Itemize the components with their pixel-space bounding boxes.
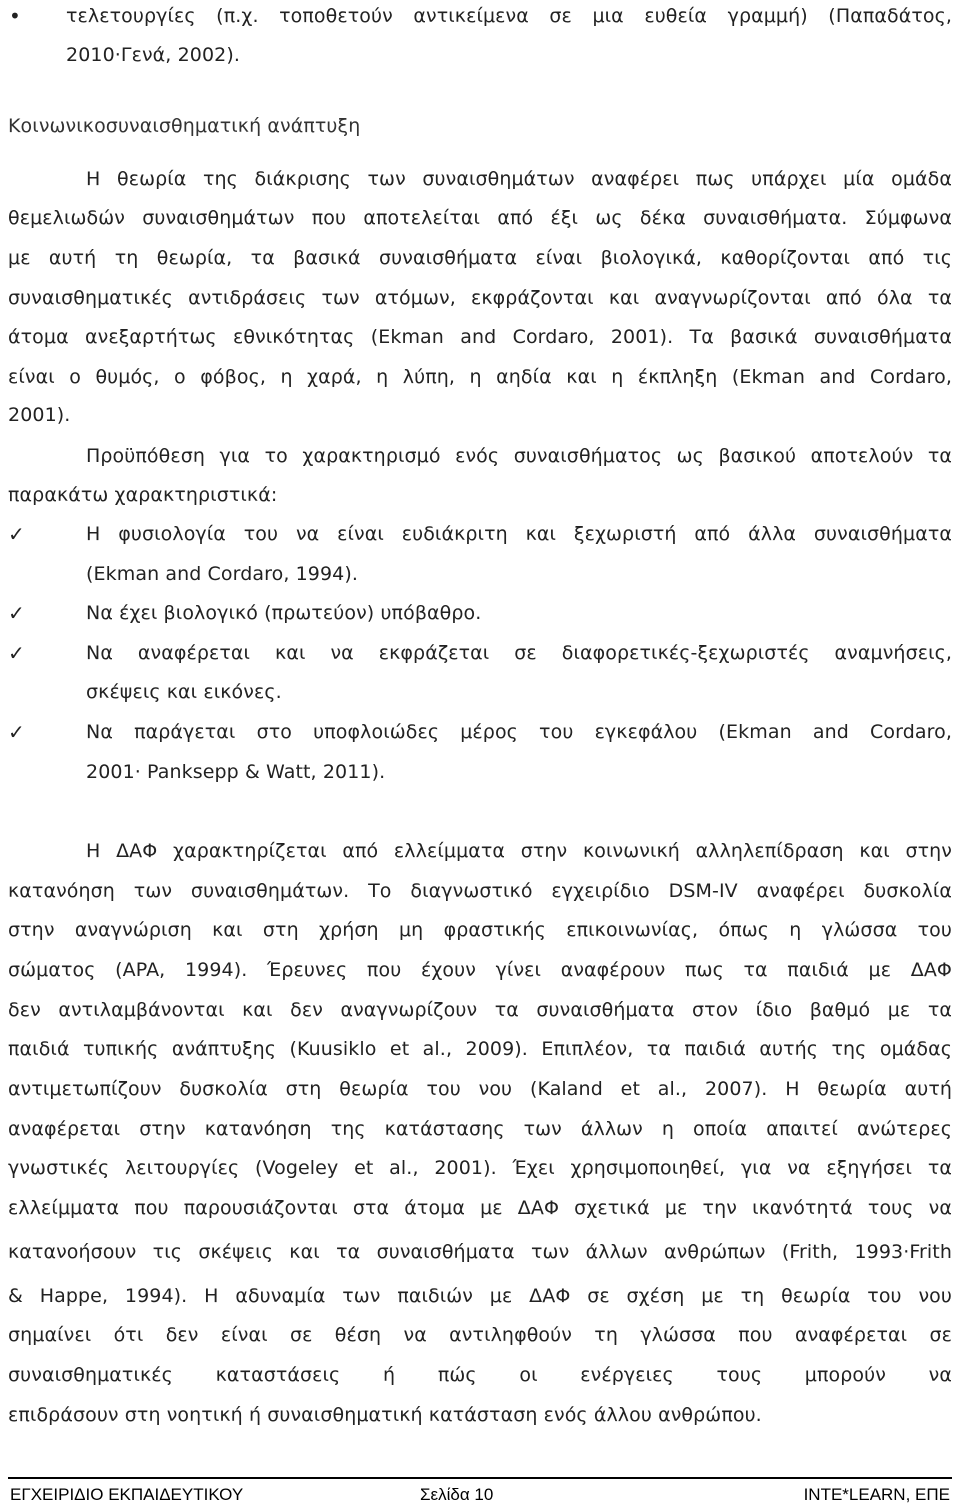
- checkmark-icon: ✓: [8, 720, 25, 744]
- footer-right: INTE*LEARN, ΕΠΕ: [803, 1485, 950, 1504]
- paragraph-line: συναισθηματικές καταστάσεις ή πώς οι ενέργειες τους μπορούν να: [8, 1364, 952, 1386]
- paragraph-line: & Happe, 1994). Η αδυναμία των παιδιών με ΔΑΦ σε σχέση με τη θεωρία του νου: [8, 1285, 952, 1307]
- paragraph-line: είναι ο θυμός, ο φόβος, η χαρά, η λύπη, η αηδία και η έκπληξη (Ekman and Cordaro,: [8, 366, 952, 388]
- paragraph-line: γνωστικές λειτουργίες (Vogeley et al., 2001). Έχει χρησιμοποιηθεί, για να εξηγήσει τα: [8, 1157, 952, 1179]
- paragraph-line: 2001).: [8, 404, 71, 426]
- section-heading: Κοινωνικοσυναισθηματική ανάπτυξη: [8, 115, 361, 137]
- paragraph-line: παιδιά τυπικής ανάπτυξης (Kuusiklo et al., 2009). Επιπλέον, τα παιδιά αυτής της ομάδας: [8, 1038, 952, 1060]
- checkmark-icon: ✓: [8, 641, 25, 665]
- footer-left: ΕΓΧΕΙΡΙΔΙΟ ΕΚΠΑΙΔΕΥΤΙΚΟΥ: [10, 1485, 244, 1504]
- paragraph-line: κατανόηση των συναισθημάτων. Το διαγνωστικό εγχειρίδιο DSM-IV αναφέρει δυσκολία: [8, 880, 952, 902]
- paragraph-line: παρακάτω χαρακτηριστικά:: [8, 484, 278, 506]
- bullet-line: 2010·Γενά, 2002).: [66, 44, 240, 66]
- checklist-line: Να παράγεται στο υποφλοιώδες μέρος του εγκεφάλου (Ekman and Cordaro,: [86, 721, 952, 743]
- footer-divider: [8, 1477, 952, 1479]
- checklist-line: Να αναφέρεται και να εκφράζεται σε διαφορετικές-ξεχωριστές αναμνήσεις,: [86, 642, 952, 664]
- paragraph-line: επιδράσουν στη νοητική ή συναισθηματική κατάσταση ενός άλλου ανθρώπου.: [8, 1404, 762, 1426]
- bullet-line: τελετουργίες (π.χ. τοποθετούν αντικείμενα σε μια ευθεία γραμμή) (Παπαδάτος,: [66, 5, 952, 27]
- paragraph-line: άτομα ανεξαρτήτως εθνικότητας (Ekman and Cordaro, 2001). Τα βασικά συναισθήματα: [8, 326, 952, 348]
- checklist-line: σκέψεις και εικόνες.: [86, 681, 282, 703]
- paragraph-line: αντιμετωπίζουν δυσκολία στη θεωρία του νου (Kaland et al., 2007). Η θεωρία αυτή: [8, 1078, 952, 1100]
- paragraph-line: ελλείμματα που παρουσιάζονται στα άτομα με ΔΑΦ σχετικά με την ικανότητά τους να: [8, 1197, 952, 1219]
- bullet-dot: •: [9, 4, 21, 28]
- paragraph-line: Η ΔΑΦ χαρακτηρίζεται από ελλείμματα στην κοινωνική αλληλεπίδραση και στην: [86, 840, 952, 862]
- checklist-line: Να έχει βιολογικό (πρωτεύον) υπόβαθρο.: [86, 602, 482, 624]
- paragraph-line: δεν αντιλαμβάνονται και δεν αναγνωρίζουν τα συναισθήματα στον ίδιο βαθμό με τα: [8, 999, 952, 1021]
- paragraph-line: συναισθηματικές αντιδράσεις των ατόμων, εκφράζονται και αναγνωρίζονται από όλα τα: [8, 287, 952, 309]
- paragraph-line: στην αναγνώριση και στη χρήση μη φραστικής επικοινωνίας, όπως η γλώσσα του: [8, 919, 952, 941]
- paragraph-line: αναφέρεται στην κατανόηση της κατάστασης των άλλων η οποία απαιτεί ανώτερες: [8, 1118, 952, 1140]
- footer-page-number: Σελίδα 10: [420, 1485, 494, 1504]
- checklist-line: Η φυσιολογία του να είναι ευδιάκριτη και ξεχωριστή από άλλα συναισθήματα: [86, 523, 952, 545]
- paragraph-line: σώματος (APA, 1994). Έρευνες που έχουν γίνει αναφέρουν πως τα παιδιά με ΔΑΦ: [8, 959, 952, 981]
- paragraph-line: Προϋπόθεση για το χαρακτηρισμό ενός συναισθήματος ως βασικού αποτελούν τα: [86, 445, 952, 467]
- paragraph-line: σημαίνει ότι δεν είναι σε θέση να αντιληφθούν τη γλώσσα που αναφέρεται σε: [8, 1324, 952, 1346]
- checkmark-icon: ✓: [8, 522, 25, 546]
- checklist-line: 2001· Panksepp & Watt, 2011).: [86, 761, 386, 783]
- paragraph-line: θεμελιωδών συναισθημάτων που αποτελείται από έξι ως δέκα συναισθήματα. Σύμφωνα: [8, 207, 952, 229]
- paragraph-line: με αυτή τη θεωρία, τα βασικά συναισθήματα είναι βιολογικά, καθορίζονται από τις: [8, 247, 952, 269]
- checklist-line: (Ekman and Cordaro, 1994).: [86, 563, 359, 585]
- checkmark-icon: ✓: [8, 601, 25, 625]
- paragraph-line: κατανοήσουν τις σκέψεις και τα συναισθήματα των άλλων ανθρώπων (Frith, 1993·Frith: [8, 1241, 952, 1263]
- paragraph-line: Η θεωρία της διάκρισης των συναισθημάτων αναφέρει πως υπάρχει μία ομάδα: [86, 168, 952, 190]
